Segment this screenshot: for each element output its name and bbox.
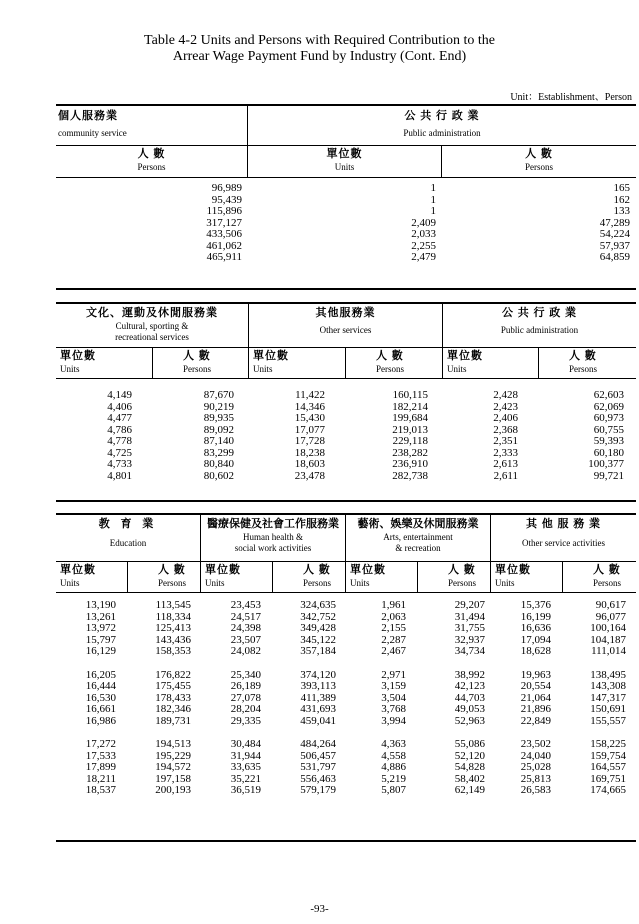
table-cell: 57,937 (599, 239, 630, 252)
table-cell: 16,530 (85, 691, 116, 704)
table-cell: 324,635 (300, 599, 336, 611)
table-cell: 2,063 (381, 610, 406, 623)
table-cell: 4,477 (107, 412, 132, 424)
table-cell: 49,053 (454, 703, 485, 715)
table-row (56, 611, 636, 623)
table-cell: 23,453 (230, 599, 261, 611)
table-cell: 393,113 (300, 680, 336, 692)
section3-sub-header (56, 561, 636, 593)
table-cell: 2,479 (411, 251, 436, 263)
table-cell: 89,935 (203, 412, 234, 424)
table-cell: 90,219 (203, 400, 234, 413)
table-cell: 345,122 (300, 633, 336, 646)
table-cell: 165 (613, 182, 630, 194)
section2-sub-5: 人 數 Persons (569, 350, 598, 374)
table-cell: 236,910 (392, 458, 428, 470)
table-cell: 13,972 (85, 622, 116, 634)
section1-sub-header (56, 145, 636, 178)
table-cell: 3,768 (381, 703, 406, 715)
section1-sub-0: 人 數 Persons (56, 145, 248, 177)
table-cell: 2,611 (493, 469, 518, 482)
table-cell: 17,272 (85, 738, 116, 750)
table-cell: 29,335 (230, 714, 261, 727)
section2-sub-1: 人 數 Persons (153, 347, 249, 378)
table-cell: 2,287 (381, 633, 406, 646)
section3-sub-2: 單位數 Units (201, 561, 273, 592)
table-row (56, 470, 636, 482)
table-cell: 59,393 (593, 435, 624, 447)
table-cell: 25,028 (520, 761, 551, 773)
table-cell: 175,455 (155, 680, 191, 692)
table-cell: 357,184 (300, 645, 336, 657)
table-cell: 104,187 (590, 633, 626, 646)
table-cell: 21,064 (520, 691, 551, 704)
section3-sub-7: 人 數 Persons (593, 564, 622, 588)
section3-group-0: 教 育 業 Education (56, 515, 201, 561)
table-cell: 164,557 (590, 761, 626, 773)
table-cell: 16,636 (520, 622, 551, 634)
table-row (56, 228, 636, 240)
section3-sub-6: 單位數 Units (491, 561, 563, 592)
table-cell: 18,537 (85, 784, 116, 796)
table-cell: 484,264 (300, 738, 336, 750)
table-row (56, 240, 636, 252)
table-cell: 182,214 (392, 400, 428, 413)
table-cell: 3,994 (381, 714, 406, 727)
table-cell: 111,014 (591, 645, 626, 657)
table-cell: 4,786 (107, 423, 132, 436)
unit-note: Unit：Establishment、Person (510, 92, 632, 103)
table-cell: 459,041 (300, 714, 336, 727)
table-cell: 18,628 (520, 645, 551, 657)
table-cell: 4,733 (107, 458, 132, 470)
table-cell: 2,613 (493, 458, 518, 470)
table-row (56, 205, 636, 217)
table-cell: 83,299 (203, 446, 234, 459)
table-cell: 556,463 (300, 772, 336, 785)
table-cell: 54,224 (599, 228, 630, 240)
table-row (56, 761, 636, 773)
table-row (56, 634, 636, 646)
table-cell: 579,179 (300, 784, 336, 796)
table-cell: 2,033 (411, 228, 436, 240)
table-cell: 31,755 (454, 622, 485, 634)
table-cell: 16,129 (85, 645, 116, 657)
section2-group-2: 公 共 行 政 業 Public administration (500, 307, 579, 335)
table-cell: 32,937 (454, 633, 485, 646)
section3-group-2: 藝術、娛樂及休閒服務業 Arts, entertainment & recreation (346, 515, 491, 561)
title-line-1: Table 4-2 Units and Persons with Required Contribution to the (144, 33, 495, 48)
table-cell: 26,189 (230, 680, 261, 692)
table-cell: 25,813 (520, 772, 551, 785)
table-cell: 1 (430, 182, 436, 194)
table-cell: 169,751 (590, 772, 626, 785)
table-cell: 35,221 (230, 772, 261, 785)
section3-sub-4: 單位數 Units (346, 561, 418, 592)
table-cell: 23,507 (230, 633, 261, 646)
table-cell: 16,199 (520, 610, 551, 623)
table-row (56, 389, 636, 401)
table-cell: 33,635 (230, 761, 261, 773)
table-cell: 5,219 (381, 772, 406, 785)
table-cell: 29,207 (454, 599, 485, 611)
table-cell: 100,164 (590, 622, 626, 634)
table-cell: 431,693 (300, 703, 336, 715)
table-cell: 54,828 (454, 761, 485, 773)
table-cell: 2,255 (411, 239, 436, 252)
section3-sub-1: 人 數 Persons (128, 561, 201, 592)
section1-left-header (56, 106, 248, 145)
table-cell: 47,289 (599, 216, 630, 229)
table-cell: 159,754 (590, 749, 626, 762)
table-cell: 465,911 (206, 251, 242, 263)
table-cell: 42,123 (454, 680, 485, 692)
table-cell: 150,691 (590, 703, 626, 715)
table-cell: 58,402 (454, 772, 485, 785)
section1-sub-1: 單位數 Units (248, 145, 442, 177)
table-cell: 20,554 (520, 680, 551, 692)
section2-group-1: 其他服務業 Other services (249, 304, 443, 347)
table-cell: 18,603 (294, 458, 325, 470)
table-cell: 99,721 (593, 469, 624, 482)
table-cell: 143,436 (155, 633, 191, 646)
table-cell: 4,801 (107, 469, 132, 482)
table-row (56, 182, 636, 194)
table-row (56, 251, 636, 263)
table-cell: 24,082 (230, 645, 261, 657)
section3-bottom-rule (56, 840, 636, 842)
section1-left-zh: 個人服務業 (58, 110, 118, 122)
table-cell: 62,149 (454, 784, 485, 796)
table-cell: 182,346 (155, 703, 191, 715)
table-cell: 147,317 (590, 691, 626, 704)
section1-right-zh: 公 共 行 政 業 (404, 110, 480, 122)
table-cell: 16,205 (85, 668, 116, 681)
table-cell: 30,484 (230, 738, 261, 750)
table-cell: 17,728 (294, 435, 325, 447)
table-cell: 2,409 (411, 216, 436, 229)
section2-bottom-rule (56, 500, 636, 502)
section1-bottom-rule (56, 288, 636, 290)
table-cell: 2,333 (493, 446, 518, 459)
table-cell: 18,238 (294, 446, 325, 459)
table-cell: 174,665 (590, 784, 626, 796)
table-cell: 17,077 (294, 423, 325, 436)
table-cell: 4,778 (107, 435, 132, 447)
table-row (56, 669, 636, 681)
table-cell: 16,444 (85, 680, 116, 692)
table-cell: 44,703 (454, 691, 485, 704)
table-cell: 14,346 (294, 400, 325, 413)
table-cell: 31,494 (454, 610, 485, 623)
table-cell: 15,797 (85, 633, 116, 646)
section3-group-1: 醫療保健及社會工作服務業 Human health & social work activities (201, 515, 346, 561)
table-cell: 176,822 (155, 668, 191, 681)
table-cell: 23,502 (520, 738, 551, 750)
table-cell: 27,078 (230, 691, 261, 704)
table-cell: 199,684 (392, 412, 428, 424)
table-row (56, 680, 636, 692)
table-cell: 1 (430, 193, 436, 206)
section2-sub-4: 單位數 Units (443, 347, 539, 378)
table-cell: 24,398 (230, 622, 261, 634)
table-cell: 31,944 (230, 749, 261, 762)
page-number: -93- (310, 903, 329, 915)
table-cell: 229,118 (392, 435, 428, 447)
table-cell: 2,351 (493, 435, 518, 447)
table-cell: 60,973 (593, 412, 624, 424)
table-row (56, 784, 636, 796)
table-cell: 21,896 (520, 703, 551, 715)
table-cell: 17,094 (520, 633, 551, 646)
table-cell: 16,661 (85, 703, 116, 715)
table-row (56, 738, 636, 750)
section3-sub-0: 單位數 Units (56, 561, 128, 592)
table-cell: 4,886 (381, 761, 406, 773)
table-cell: 17,533 (85, 749, 116, 762)
table-cell: 28,204 (230, 703, 261, 715)
table-cell: 62,069 (593, 400, 624, 413)
table-cell: 342,752 (300, 610, 336, 623)
table-cell: 87,670 (203, 389, 234, 401)
table-cell: 138,495 (590, 668, 626, 681)
table-cell: 282,738 (392, 469, 428, 482)
table-cell: 2,423 (493, 400, 518, 413)
table-cell: 3,159 (381, 680, 406, 692)
table-cell: 194,572 (155, 761, 191, 773)
table-row (56, 622, 636, 634)
table-cell: 133 (613, 205, 630, 217)
table-cell: 506,457 (300, 749, 336, 762)
table-cell: 90,617 (595, 599, 626, 611)
table-row (56, 412, 636, 424)
section2-sub-2: 單位數 Units (249, 347, 346, 378)
table-row (56, 773, 636, 785)
table-cell: 5,807 (381, 784, 406, 796)
table-cell: 178,433 (155, 691, 191, 704)
section1-right-en: Public administration (403, 128, 481, 138)
table-cell: 64,859 (599, 251, 630, 263)
table-cell: 461,062 (206, 239, 242, 252)
table-cell: 219,013 (392, 423, 428, 436)
table-cell: 3,504 (381, 691, 406, 704)
table-cell: 13,190 (85, 599, 116, 611)
table-row (56, 447, 636, 459)
table-cell: 197,158 (155, 772, 191, 785)
table-cell: 158,353 (155, 645, 191, 657)
table-cell: 158,225 (590, 738, 626, 750)
table-row (56, 715, 636, 727)
table-cell: 19,963 (520, 668, 551, 681)
table-cell: 11,422 (295, 389, 325, 401)
table-row (56, 692, 636, 704)
table-cell: 25,340 (230, 668, 261, 681)
table-cell: 200,193 (155, 784, 191, 796)
table-cell: 1,961 (381, 599, 406, 611)
table-cell: 2,428 (493, 389, 518, 401)
table-cell: 52,963 (454, 714, 485, 727)
table-cell: 52,120 (454, 749, 485, 762)
table-cell: 62,603 (593, 389, 624, 401)
table-row (56, 194, 636, 206)
table-cell: 143,308 (590, 680, 626, 692)
table-cell: 80,840 (203, 458, 234, 470)
section3-sub-3: 人 數 Persons (273, 561, 346, 592)
table-cell: 317,127 (206, 216, 242, 229)
table-cell: 2,368 (493, 423, 518, 436)
table-cell: 349,428 (300, 622, 336, 634)
table-row (56, 424, 636, 436)
section3-group-header (56, 513, 636, 562)
table-cell: 2,971 (381, 668, 406, 681)
table-cell: 24,040 (520, 749, 551, 762)
table-cell: 4,363 (381, 738, 406, 750)
section2-group-0: 文化、運動及休閒服務業 Cultural, sporting & recreational services (56, 304, 249, 347)
table-cell: 4,149 (107, 389, 132, 401)
table-cell: 23,478 (294, 469, 325, 482)
table-cell: 80,602 (203, 469, 234, 482)
table-row (56, 401, 636, 413)
table-cell: 411,389 (300, 691, 336, 704)
table-cell: 24,517 (230, 610, 261, 623)
table-cell: 194,513 (155, 738, 191, 750)
section3-group-3: 其 他 服 務 業 Other service activities (522, 518, 605, 548)
section1-group-header (56, 104, 636, 146)
table-cell: 115,896 (206, 205, 242, 217)
table-cell: 100,377 (588, 458, 624, 470)
section3-sub-5: 人 數 Persons (418, 561, 491, 592)
table-row (56, 645, 636, 657)
table-cell: 433,506 (206, 228, 242, 240)
table-cell: 162 (613, 193, 630, 206)
table-cell: 17,899 (85, 761, 116, 773)
table-cell: 60,755 (593, 423, 624, 436)
table-cell: 55,086 (454, 738, 485, 750)
table-cell: 60,180 (593, 446, 624, 459)
table-cell: 189,731 (155, 714, 191, 727)
section2-sub-3: 人 數 Persons (346, 347, 443, 378)
section1-left-en: community service (58, 128, 127, 138)
table-row (56, 435, 636, 447)
title-line-2: Arrear Wage Payment Fund by Industry (Cont. End) (172, 49, 467, 64)
section2-sub-header (56, 347, 636, 379)
table-cell: 155,557 (590, 714, 626, 727)
table-cell: 15,376 (520, 599, 551, 611)
table-cell: 4,725 (107, 446, 132, 459)
table-cell: 89,092 (203, 423, 234, 436)
table-cell: 2,155 (381, 622, 406, 634)
table-cell: 195,229 (155, 749, 191, 762)
section2-sub-0: 單位數 Units (56, 347, 153, 378)
table-cell: 4,406 (107, 400, 132, 413)
table-row (56, 599, 636, 611)
table-cell: 16,986 (85, 714, 116, 727)
section2-group-header (56, 302, 636, 348)
table-cell: 13,261 (85, 610, 116, 623)
section1-right-header (248, 106, 636, 145)
table-cell: 87,140 (203, 435, 234, 447)
table-cell: 2,406 (493, 412, 518, 424)
table-cell: 374,120 (300, 668, 336, 681)
table-cell: 26,583 (520, 784, 551, 796)
table-cell: 2,467 (381, 645, 406, 657)
table-cell: 4,558 (381, 749, 406, 762)
section1-sub-2: 人 數 Persons (524, 148, 553, 172)
table-cell: 160,115 (392, 389, 428, 401)
table-cell: 125,413 (155, 622, 191, 634)
table-row (56, 217, 636, 229)
table-cell: 22,849 (520, 714, 551, 727)
table-cell: 96,989 (211, 182, 242, 194)
table-title (0, 33, 639, 65)
table-cell: 36,519 (230, 784, 261, 796)
table-cell: 95,439 (211, 193, 242, 206)
table-cell: 34,734 (454, 645, 485, 657)
table-cell: 15,430 (294, 412, 325, 424)
table-row (56, 750, 636, 762)
table-cell: 18,211 (86, 772, 116, 785)
table-row (56, 458, 636, 470)
table-row (56, 703, 636, 715)
table-cell: 531,797 (300, 761, 336, 773)
table-cell: 1 (430, 205, 436, 217)
table-cell: 113,545 (155, 599, 191, 611)
table-cell: 38,992 (454, 668, 485, 681)
table-cell: 96,077 (595, 610, 626, 623)
table-cell: 118,334 (155, 610, 191, 623)
table-cell: 238,282 (392, 446, 428, 459)
